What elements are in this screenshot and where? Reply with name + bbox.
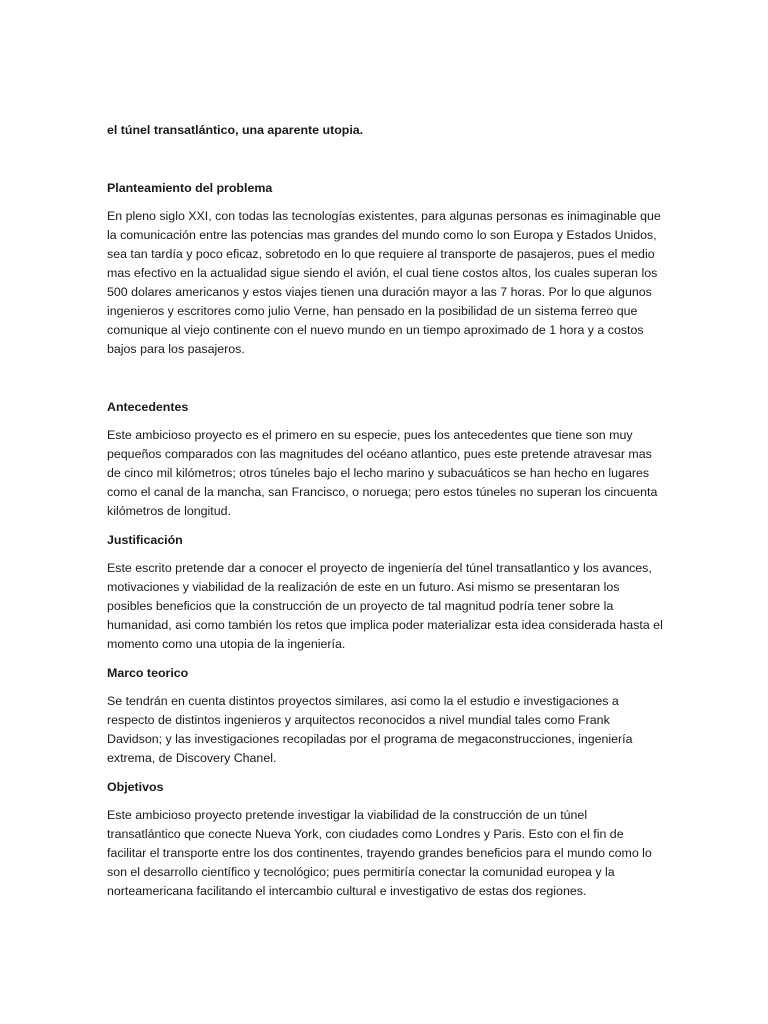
section-text-planteamiento: En pleno siglo XXI, con todas las tecnologías existentes, para algunas personas es inimaginable que la comunicación entre las potencias mas grandes del mundo como lo son Europa y Estados Unidos, sea tan tardía y poco eficaz, sobretodo en lo que requiere al transporte de pasajeros, pues el medio mas efectivo en la actualidad sigue siendo el avión, el cual tiene costos altos, los cuales superan los 500 dolares americanos y estos viajes tienen una duración mayor a las 7 horas. Por lo que algunos ingenieros y escritores como julio Verne, han pensado en la posibilidad de un sistema ferreo que comunique al viejo continente con el nuevo mundo en un tiempo aproximado de 1 hora y a costos bajos para los pasajeros. [107,209,661,356]
section-text-antecedentes: Este ambicioso proyecto es el primero en su especie, pues los antecedentes que tiene son muy pequeños comparados con las magnitudes del océano atlantico, pues este pretende atravesar mas de cinco mil kilómetros; otros túneles bajo el lecho marino y subacuáticos se han hecho en lugares como el canal de la mancha, san Francisco, o noruega; pero estos túneles no superan los cincuenta kilómetros de longitud. [107,428,658,518]
section-text-marco-teorico: Se tendrán en cuenta distintos proyectos similares, asi como la el estudio e investigaciones a respecto de distintos ingenieros y arquitectos reconocidos a nivel mundial tales como Frank Davidson; y las investigaciones recopiladas por el programa de megaconstrucciones, ingeniería extrema, de Discovery Chanel. [107,694,633,765]
document-body [107,121,663,901]
section-text-objetivos: Este ambicioso proyecto pretende investigar la viabilidad de la construcción de un túnel transatlántico que conecte Nueva York, con ciudades como Londres y Paris. Esto con el fin de facilitar el transporte entre los dos continentes, trayendo grandes beneficios para el mundo como lo son el desarrollo científico y tecnológico; pues permitiría conectar la comunidad europea y la norteamericana facilitando el intercambio cultural e investigativo de estas dos regiones. [107,808,652,898]
section-heading-objetivos: Objetivos [107,780,164,794]
section-heading-antecedentes: Antecedentes [107,400,189,414]
section-heading-marco-teorico: Marco teorico [107,666,189,680]
section-heading-justificacion: Justificación [107,533,183,547]
section-heading-planteamiento: Planteamiento del problema [107,181,273,195]
section-text-justificacion: Este escrito pretende dar a conocer el proyecto de ingeniería del túnel transatlantico y los avances, motivaciones y viabilidad de la realización de este en un futuro. Asi mismo se presentaran los posibles beneficios que la construcción de un proyecto de tal magnitud podría tener sobre la humanidad, asi como también los retos que implica poder materializar esta idea considerada hasta el momento como una utopia de la ingeniería. [107,561,663,651]
document-title: el túnel transatlántico, una aparente utopia. [107,123,364,137]
